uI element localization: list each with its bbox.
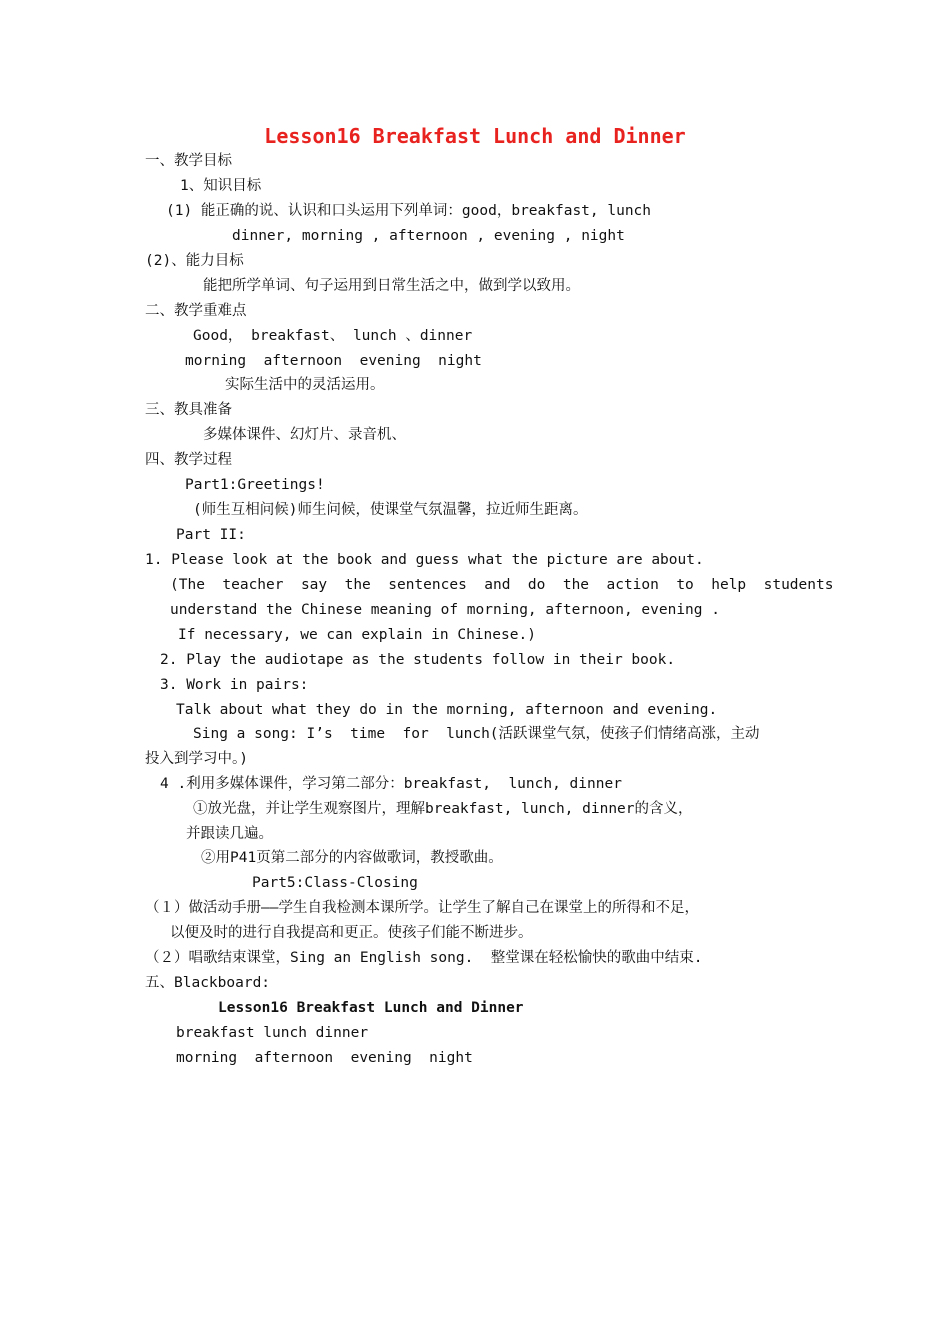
text-line: dinner, morning , afternoon , evening , night	[232, 228, 625, 244]
text-line: 并跟读几遍。	[186, 826, 273, 842]
text-line: morning afternoon evening night	[176, 1050, 473, 1066]
text-line: understand the Chinese meaning of morning, afternoon, evening .	[170, 602, 720, 618]
text-line: 4 .利用多媒体课件，学习第二部分：breakfast, lunch, dinner	[160, 776, 622, 792]
text-line: morning afternoon evening night	[185, 353, 482, 369]
text-line: 2. Play the audiotape as the students follow in their book.	[160, 652, 676, 668]
subheading-knowledge: 1、知识目标	[180, 178, 262, 194]
section-heading-key-points: 二、教学重难点	[145, 303, 247, 319]
text-line: If necessary, we can explain in Chinese.)	[178, 627, 536, 643]
section-heading-objectives: 一、教学目标	[145, 153, 232, 169]
text-line: (1) 能正确的说、认识和口头运用下列单词：good，breakfast, lunch	[166, 203, 652, 219]
text-line: 3. Work in pairs:	[160, 677, 309, 693]
text-line: 1. Please look at the book and guess what the picture are about.	[145, 552, 704, 568]
text-line: Talk about what they do in the morning, afternoon and evening.	[176, 702, 718, 718]
subheading-ability: (2)、能力目标	[145, 253, 244, 269]
text-line: 实际生活中的灵活运用。	[225, 377, 385, 393]
section-heading-blackboard: 五、Blackboard:	[145, 975, 271, 991]
text-line: （１）做活动手册——学生自我检测本课所学。让学生了解自己在课堂上的所得和不足，	[145, 900, 699, 916]
text-line: breakfast lunch dinner	[176, 1025, 369, 1041]
text-line: Part II:	[176, 527, 246, 543]
section-heading-materials: 三、教具准备	[145, 402, 232, 418]
text-line: ②用P41页第二部分的内容做歌词，教授歌曲。	[201, 850, 503, 866]
text-line: Part5:Class-Closing	[252, 875, 418, 891]
text-line: 多媒体课件、幻灯片、录音机、	[203, 427, 406, 443]
text-line: Sing a song: I’s time for lunch(活跃课堂气氛，使孩子们情绪高涨，主动	[193, 726, 760, 742]
text-line: Part1:Greetings!	[185, 477, 325, 493]
text-line: 投入到学习中。)	[145, 751, 248, 767]
section-heading-process: 四、教学过程	[145, 452, 232, 468]
text-line: (师生互相问候)师生问候，使课堂气氛温馨，拉近师生距离。	[193, 502, 588, 518]
text-line: (The teacher say the sentences and do the action to help students	[170, 577, 834, 593]
text-line: 以便及时的进行自我提高和更正。使孩子们能不断进步。	[170, 925, 533, 941]
blackboard-title: Lesson16 Breakfast Lunch and Dinner	[218, 1000, 524, 1016]
text-line: （２）唱歌结束课堂，Sing an English song. 整堂课在轻松愉快的歌曲中结束.	[145, 950, 703, 966]
text-line: 能把所学单词、句子运用到日常生活之中，做到学以致用。	[203, 278, 580, 294]
document-title: Lesson16 Breakfast Lunch and Dinner	[264, 124, 686, 148]
text-line: ①放光盘，并让学生观察图片，理解breakfast, lunch, dinner的含义，	[193, 801, 693, 817]
text-line: Good， breakfast、 lunch 、dinner	[193, 328, 473, 344]
